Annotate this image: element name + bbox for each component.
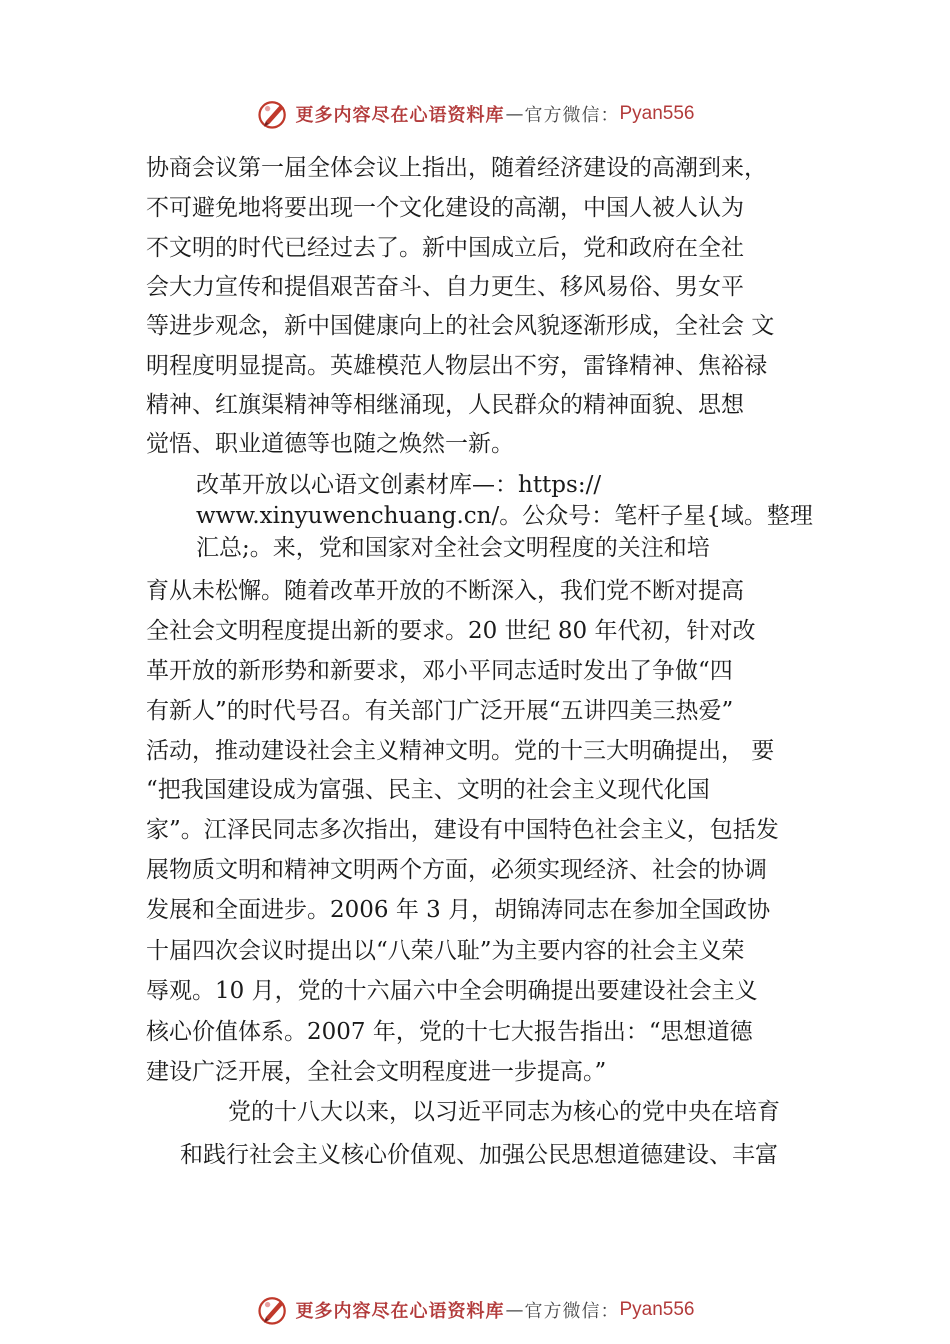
footer-wechat-id: Pyan556 xyxy=(619,1299,695,1320)
body-line: 展物质文明和精神文明两个方面，必须实现经济、社会的协调 xyxy=(146,857,767,883)
body-line: 育从未松懈。随着改革开放的不断深入，我们党不断对提高 xyxy=(146,578,744,604)
body-line: 辱观。10 月，党的十六届六中全会明确提出要建设社会主义 xyxy=(146,978,758,1004)
body-line: 协商会议第一届全体会议上指出，随着经济建设的高潮到来， xyxy=(146,155,767,181)
body-line: 核心价值体系。2007 年，党的十七大报告指出：“思想道德 xyxy=(146,1019,753,1045)
body-line: 会大力宣传和提倡艰苦奋斗、自力更生、移风易俗、男女平 xyxy=(146,274,744,300)
body-line: 等进步观念，新中国健康向上的社会风貌逐渐形成，全社会 文 xyxy=(146,313,775,339)
body-line: 明程度明显提高。英雄模范人物层出不穷，雷锋精神、焦裕禄 xyxy=(146,353,767,379)
pen-logo-icon xyxy=(255,1292,291,1328)
body-line: 家”。江泽民同志多次指出，建设有中国特色社会主义，包括发 xyxy=(146,817,779,843)
body-line: 精神、红旗渠精神等相继涌现，人民群众的精神面貌、思想 xyxy=(146,392,744,418)
body-line: 改革开放以心语文创素材库—：https:// xyxy=(196,472,602,498)
body-line: 党的十八大以来，以习近平同志为核心的党中央在培育 xyxy=(228,1099,780,1125)
body-line: 革开放的新形势和新要求，邓小平同志适时发出了争做“四 xyxy=(146,658,733,684)
body-line: 不文明的时代已经过去了。新中国成立后，党和政府在全社 xyxy=(146,235,744,261)
body-line: 觉悟、职业道德等也随之焕然一新。 xyxy=(146,431,514,457)
pen-logo-icon xyxy=(255,96,291,132)
page-footer xyxy=(0,1290,950,1330)
body-line: www.xinyuwenchuang.cn/。公众号：笔杆子星{域。整理 xyxy=(196,503,813,529)
body-line: 发展和全面进步。2006 年 3 月，胡锦涛同志在参加全国政协 xyxy=(146,897,771,923)
footer-wechat-label: 官方微信： xyxy=(524,1301,620,1322)
footer-banner xyxy=(255,1292,694,1328)
body-line: 不可避免地将要出现一个文化建设的高潮，中国人被人认为 xyxy=(146,195,744,221)
body-line: 汇总;。来，党和国家对全社会文明程度的关注和培 xyxy=(196,535,710,561)
page-header xyxy=(0,94,950,134)
header-dash: — xyxy=(505,103,524,125)
footer-dash: — xyxy=(505,1299,524,1321)
header-wechat-id: Pyan556 xyxy=(619,103,695,124)
body-line: 活动，推动建设社会主义精神文明。党的十三大明确提出， 要 xyxy=(146,738,775,764)
body-line: 和践行社会主义核心价值观、加强公民思想道德建设、丰富 xyxy=(180,1142,778,1168)
body-line: 有新人”的时代号召。有关部门广泛开展“五讲四美三热爱” xyxy=(146,698,734,724)
body-line: 建设广泛开展，全社会文明程度进一步提高。” xyxy=(146,1059,607,1085)
body-line: “把我国建设成为富强、民主、文明的社会主义现代化国 xyxy=(146,777,710,803)
header-brand-text: 更多内容尽在心语资料库 xyxy=(295,105,505,126)
body-line: 十届四次会议时提出以“八荣八耻”为主要内容的社会主义荣 xyxy=(146,938,745,964)
body-line: 全社会文明程度提出新的要求。20 世纪 80 年代初，针对改 xyxy=(146,618,756,644)
header-wechat-label: 官方微信： xyxy=(524,105,620,126)
footer-brand-text: 更多内容尽在心语资料库 xyxy=(295,1301,505,1322)
header-banner xyxy=(255,96,694,132)
